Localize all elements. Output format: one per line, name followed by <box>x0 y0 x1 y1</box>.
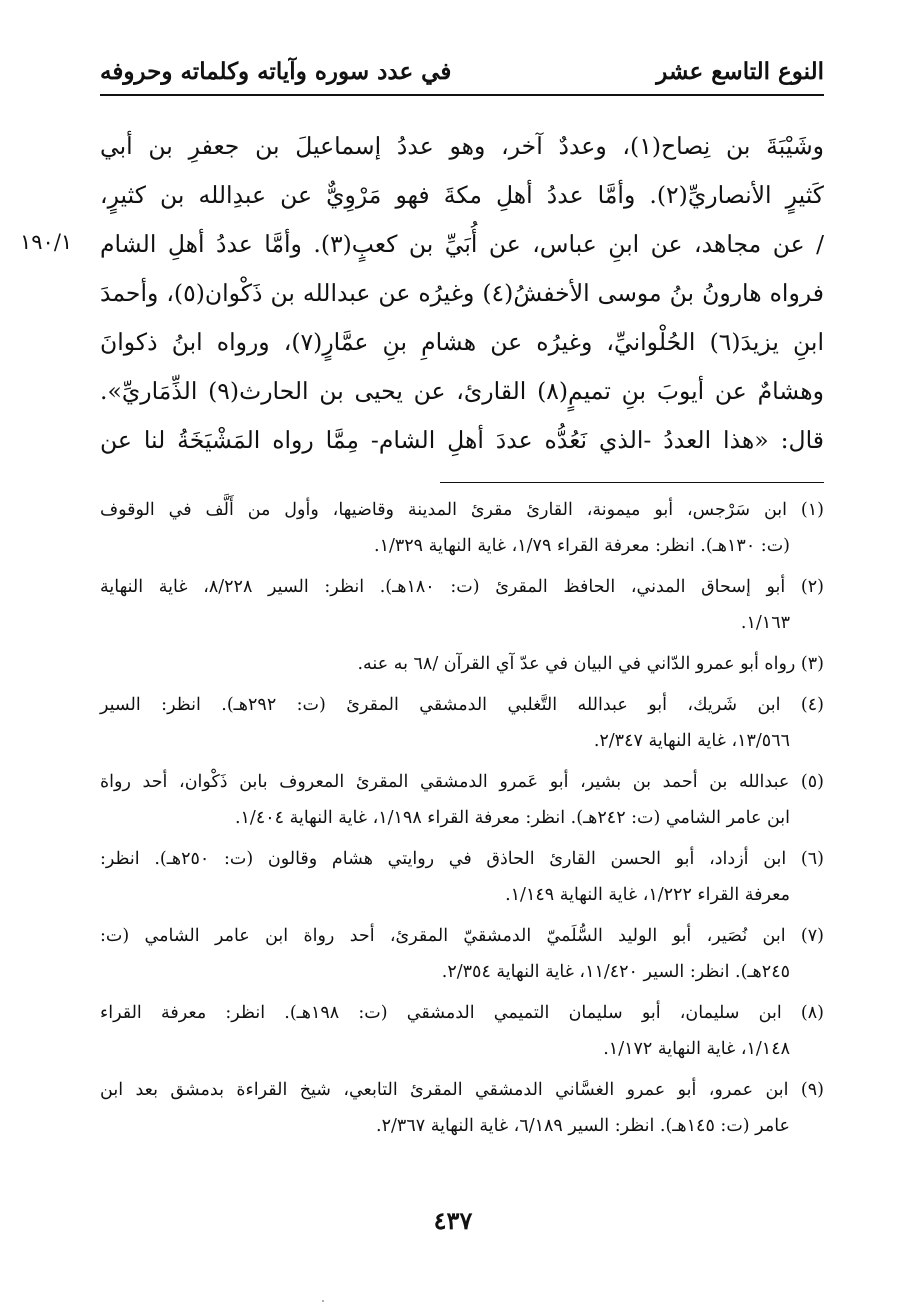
footnote-line: معرفة القراء ١/٢٢٢، غاية النهاية ١/١٤٩. <box>505 885 790 905</box>
footnote-6 <box>100 841 824 913</box>
footnote-line: (٩) ابن عمرو، أبو عمرو الغسَّاني الدمشقي المقرئ التابعي، شيخ القراءة بدمشق بعد ابن <box>100 1080 824 1100</box>
text-line: ابنِ يزيدَ(٦) الحُلْوانيِّ، وغيرُه عن هشامِ بنِ عمَّارٍ(٧)، ورواه ابنُ ذكوانَ <box>100 328 824 356</box>
footnote-3 <box>100 646 824 682</box>
text-line: وشَيْبَةَ بن نِصاح(١)، وعددٌ آخر، وهو عددُ إسماعيلَ بن جعفرِ بن أبي <box>100 132 824 160</box>
footnote-line: ٢٤٥هـ). انظر: السير ١١/٤٢٠، غاية النهاية ٢/٣٥٤. <box>441 962 790 982</box>
footnote-8 <box>100 995 824 1067</box>
margin-reference: ١٩٠/١ <box>20 230 73 254</box>
header-rule <box>100 94 824 96</box>
footnote-5 <box>100 764 824 836</box>
section-title: في عدد سوره وآياته وكلماته وحروفه <box>100 58 452 85</box>
footnote-line: (٨) ابن سليمان، أبو سليمان التميمي الدمشقي (ت: ١٩٨هـ). انظر: معرفة القراء <box>100 1003 824 1023</box>
footnote-line: (٣) رواه أبو عمرو الدّاني في البيان في عدّ آي القرآن /٦٨ به عنه. <box>357 654 824 674</box>
footnote-line: (٦) ابن أزداد، أبو الحسن القارئ الحاذق في روايتي هشام وقالون (ت: ٢٥٠هـ). انظر: <box>100 849 824 869</box>
footnote-line: ١٣/٥٦٦، غاية النهاية ٢/٣٤٧. <box>593 731 790 751</box>
footnote-line: (٤) ابن شَريك، أبو عبدالله التَّغلبي الدمشقي المقرئ (ت: ٢٩٢هـ). انظر: السير <box>100 695 824 715</box>
text-line: وهشامٌ عن أيوبَ بنِ تميمٍ(٨) القارئ، عن يحيى بن الحارث(٩) الذِّمَاريِّ». <box>100 377 824 405</box>
text-line: فرواه هارونُ بنُ موسى الأخفشُ(٤) وغيرُه عن عبدالله بن ذَكْوان(٥)، وأحمدَ <box>100 279 824 307</box>
footnote-line: عامر (ت: ١٤٥هـ). انظر: السير ٦/١٨٩، غاية النهاية ٢/٣٦٧. <box>376 1116 790 1136</box>
running-header <box>100 52 824 98</box>
footnote-line: ١/١٤٨، غاية النهاية ١/١٧٢. <box>603 1039 790 1059</box>
footnote-7 <box>100 918 824 990</box>
footnote-9 <box>100 1072 824 1144</box>
footnote-separator <box>440 482 824 483</box>
footnote-line: ابن عامر الشامي (ت: ٢٤٢هـ). انظر: معرفة القراء ١/١٩٨، غاية النهاية ١/٤٠٤. <box>234 808 790 828</box>
footnote-2 <box>100 569 824 641</box>
footnote-line: (ت: ١٣٠هـ). انظر: معرفة القراء ١/٧٩، غاية النهاية ١/٣٢٩. <box>373 536 790 556</box>
chapter-title: النوع التاسع عشر <box>656 58 824 85</box>
footnote-4 <box>100 687 824 759</box>
footnote-1 <box>100 492 824 564</box>
text-line: قال: «هذا العددُ -الذي نَعُدُّه عددَ أهلِ الشام- مِمَّا رواه المَشْيَخَةُ لنا عن <box>100 426 824 454</box>
footnote-line: ١/١٦٣. <box>740 613 790 633</box>
footnote-line: (٧) ابن نُصَير، أبو الوليد السُّلَميّ الدمشقيّ المقرئ، أحد رواة ابن عامر الشامي (ت: <box>100 926 824 946</box>
footnote-line: (٢) أبو إسحاق المدني، الحافظ المقرئ (ت: ١٨٠هـ). انظر: السير ٨/٢٢٨، غاية النهاية <box>100 577 824 597</box>
scan-speck <box>322 1300 324 1302</box>
footnotes <box>100 492 824 1149</box>
text-line: / عن مجاهد، عن ابنِ عباس، عن أُبَيِّ بن كعبٍ(٣). وأمَّا عددُ أهلِ الشام <box>100 230 824 258</box>
main-text <box>100 124 824 467</box>
text-line: كَثيرٍ الأنصاريِّ(٢). وأمَّا عددُ أهلِ مكةَ فهو مَرْوِيٌّ عن عبدِالله بن كثيرٍ، <box>100 181 824 209</box>
footnote-line: (٥) عبدالله بن أحمد بن بشير، أبو عَمرو الدمشقي المقرئ المعروف بابن ذَكْوان، أحد رواة <box>100 772 824 792</box>
footnote-line: (١) ابن سَرْجس، أبو ميمونة، القارئ مقرئ المدينة وقاضيها، وأول من أَلَّف في الوقوف <box>100 500 824 520</box>
page-number: ٤٣٧ <box>433 1206 473 1235</box>
